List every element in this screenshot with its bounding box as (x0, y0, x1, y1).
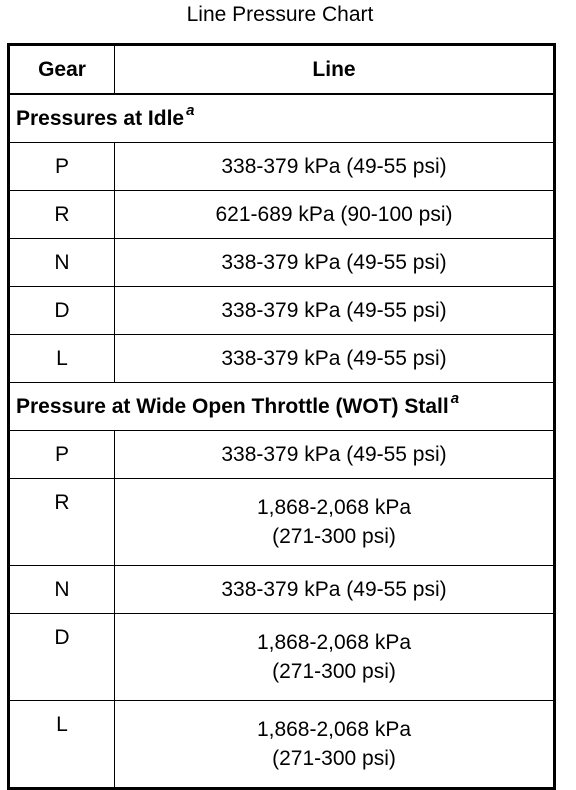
line-pressure-kpa: 1,868-2,068 kPa (256, 631, 412, 654)
line-pressure-kpa: 1,868-2,068 kPa (256, 496, 412, 519)
gear-cell: R (9, 191, 115, 239)
gear-cell: D (9, 614, 115, 701)
table-row (9, 239, 555, 287)
gear-cell: P (9, 431, 115, 479)
table-row (9, 143, 555, 191)
footnote-marker: a (450, 389, 460, 407)
line-pressure-table (7, 43, 556, 790)
gear-cell: R (9, 479, 115, 566)
gear-column-header: Gear (9, 45, 115, 95)
header-row (9, 45, 555, 95)
line-pressure-cell: 338-379 kPa (49-55 psi) (115, 431, 555, 479)
line-pressure-cell: 338-379 kPa (49-55 psi) (115, 566, 555, 614)
line-pressure-cell (115, 479, 555, 566)
gear-cell: D (9, 287, 115, 335)
section-title: Pressure at Wide Open Throttle (WOT) Stall (16, 394, 449, 418)
section-title: Pressures at Idle (16, 106, 185, 130)
table-row (9, 191, 555, 239)
line-pressure-cell: 338-379 kPa (49-55 psi) (115, 143, 555, 191)
line-pressure-cell (115, 701, 555, 789)
gear-cell: N (9, 239, 115, 287)
gear-cell: P (9, 143, 115, 191)
line-pressure-cell: 338-379 kPa (49-55 psi) (115, 335, 555, 383)
line-pressure-cell: 621-689 kPa (90-100 psi) (115, 191, 555, 239)
line-pressure-psi: (271-300 psi) (272, 747, 396, 770)
section-header-idle (9, 94, 555, 143)
table-row (9, 479, 555, 566)
section-title-cell (9, 94, 555, 143)
footnote-marker: a (186, 101, 195, 119)
table-row (9, 335, 555, 383)
line-pressure-kpa: 1,868-2,068 kPa (256, 718, 412, 741)
line-pressure-cell: 338-379 kPa (49-55 psi) (115, 239, 555, 287)
line-pressure-psi: (271-300 psi) (272, 525, 396, 548)
line-pressure-psi: (271-300 psi) (272, 660, 396, 683)
table-row (9, 701, 555, 789)
gear-cell: L (9, 701, 115, 789)
table-row (9, 614, 555, 701)
section-header-wot-stall (9, 383, 555, 431)
table-row (9, 431, 555, 479)
line-column-header: Line (115, 45, 555, 95)
line-pressure-cell: 338-379 kPa (49-55 psi) (115, 287, 555, 335)
table-caption: Line Pressure Chart (186, 3, 374, 26)
line-pressure-cell (115, 614, 555, 701)
gear-cell: L (9, 335, 115, 383)
section-title-cell (9, 383, 555, 431)
table-row (9, 287, 555, 335)
table-row (9, 566, 555, 614)
gear-cell: N (9, 566, 115, 614)
